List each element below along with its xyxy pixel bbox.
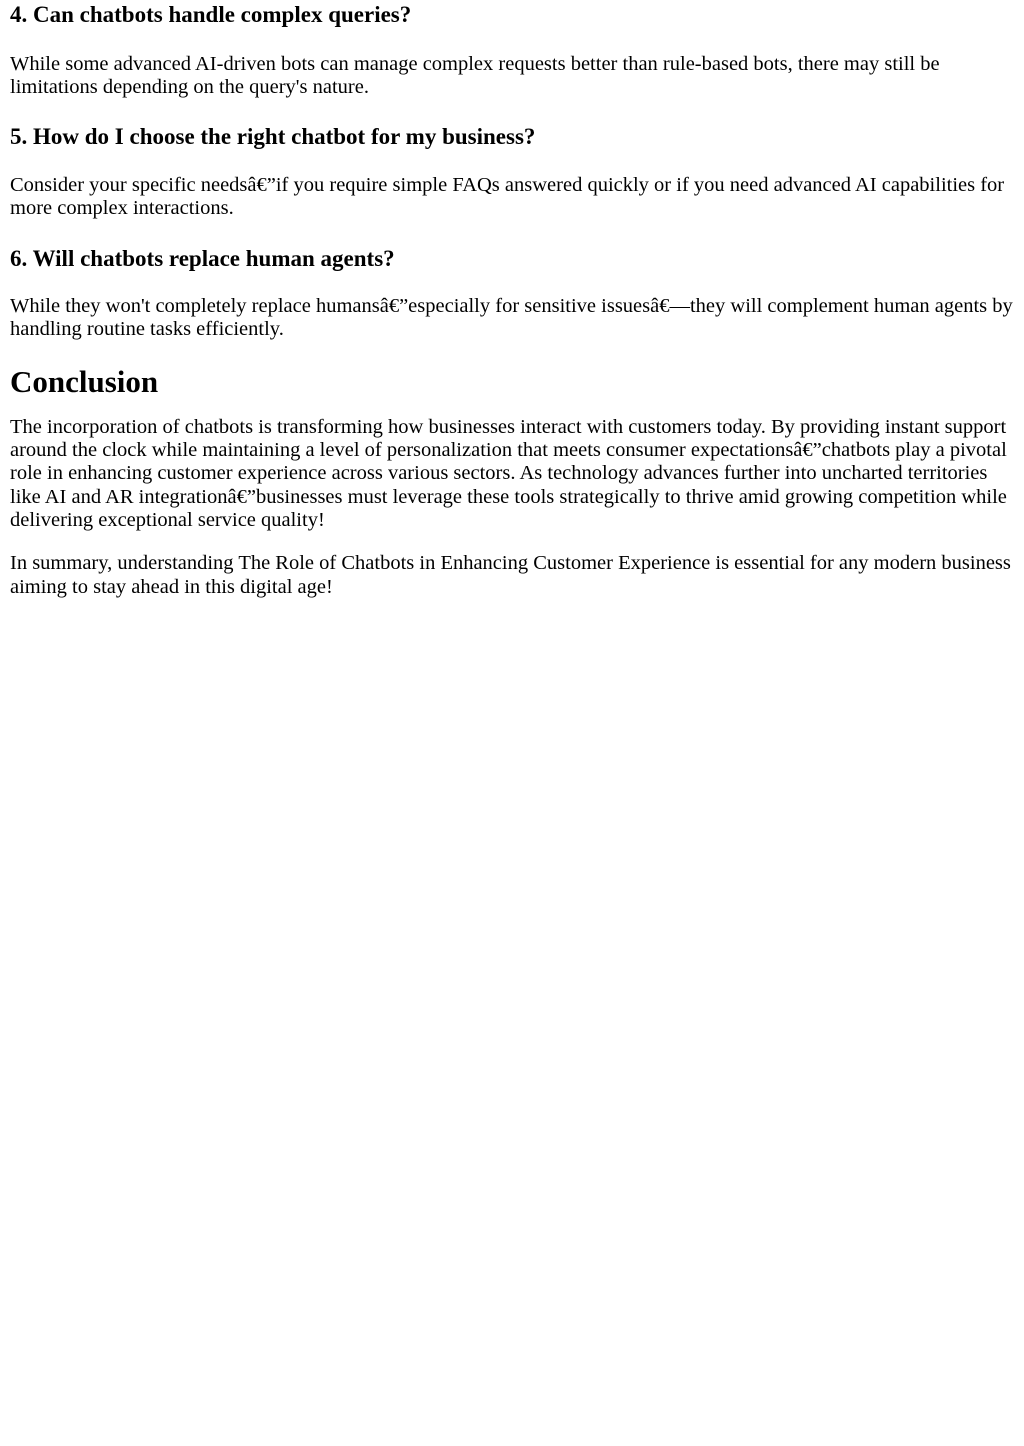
faq-answer-5: Consider your specific needsâ€”if you require simple FAQs answered quickly or if you need advanced AI capabilities for more complex interactions. xyxy=(10,173,1005,219)
faq-question-5: 5. How do I choose the right chatbot for my business? xyxy=(10,123,536,149)
faq-question-6: 6. Will chatbots replace human agents? xyxy=(10,246,395,272)
faq-question-4: 4. Can chatbots handle complex queries? xyxy=(10,2,412,27)
article-body xyxy=(0,0,1024,599)
conclusion-heading: Conclusion xyxy=(10,363,159,399)
faq-answer-4: While some advanced AI-driven bots can manage complex requests better than rule-based bots, there may still be limitations depending on the query's nature. xyxy=(10,53,940,99)
faq-answer-6: While they won't completely replace humansâ€”especially for sensitive issuesâ€—they will complement human agents by handling routine tasks efficiently. xyxy=(10,295,1013,341)
conclusion-paragraph: The incorporation of chatbots is transforming how businesses interact with customers today. By providing instant support around the clock while maintaining a level of personalization that meets consumer expectationsâ€”chatbots play a pivotal role in enhancing customer experience across various sectors. As technology advances further into uncharted territories like AI and AR integrationâ€”businesses must leverage these tools strategically to thrive amid growing competition while delivering exceptional service quality! xyxy=(10,415,1007,531)
summary-paragraph: In summary, understanding The Role of Chatbots in Enhancing Customer Experience is essential for any modern business aiming to stay ahead in this digital age! xyxy=(10,552,1011,598)
